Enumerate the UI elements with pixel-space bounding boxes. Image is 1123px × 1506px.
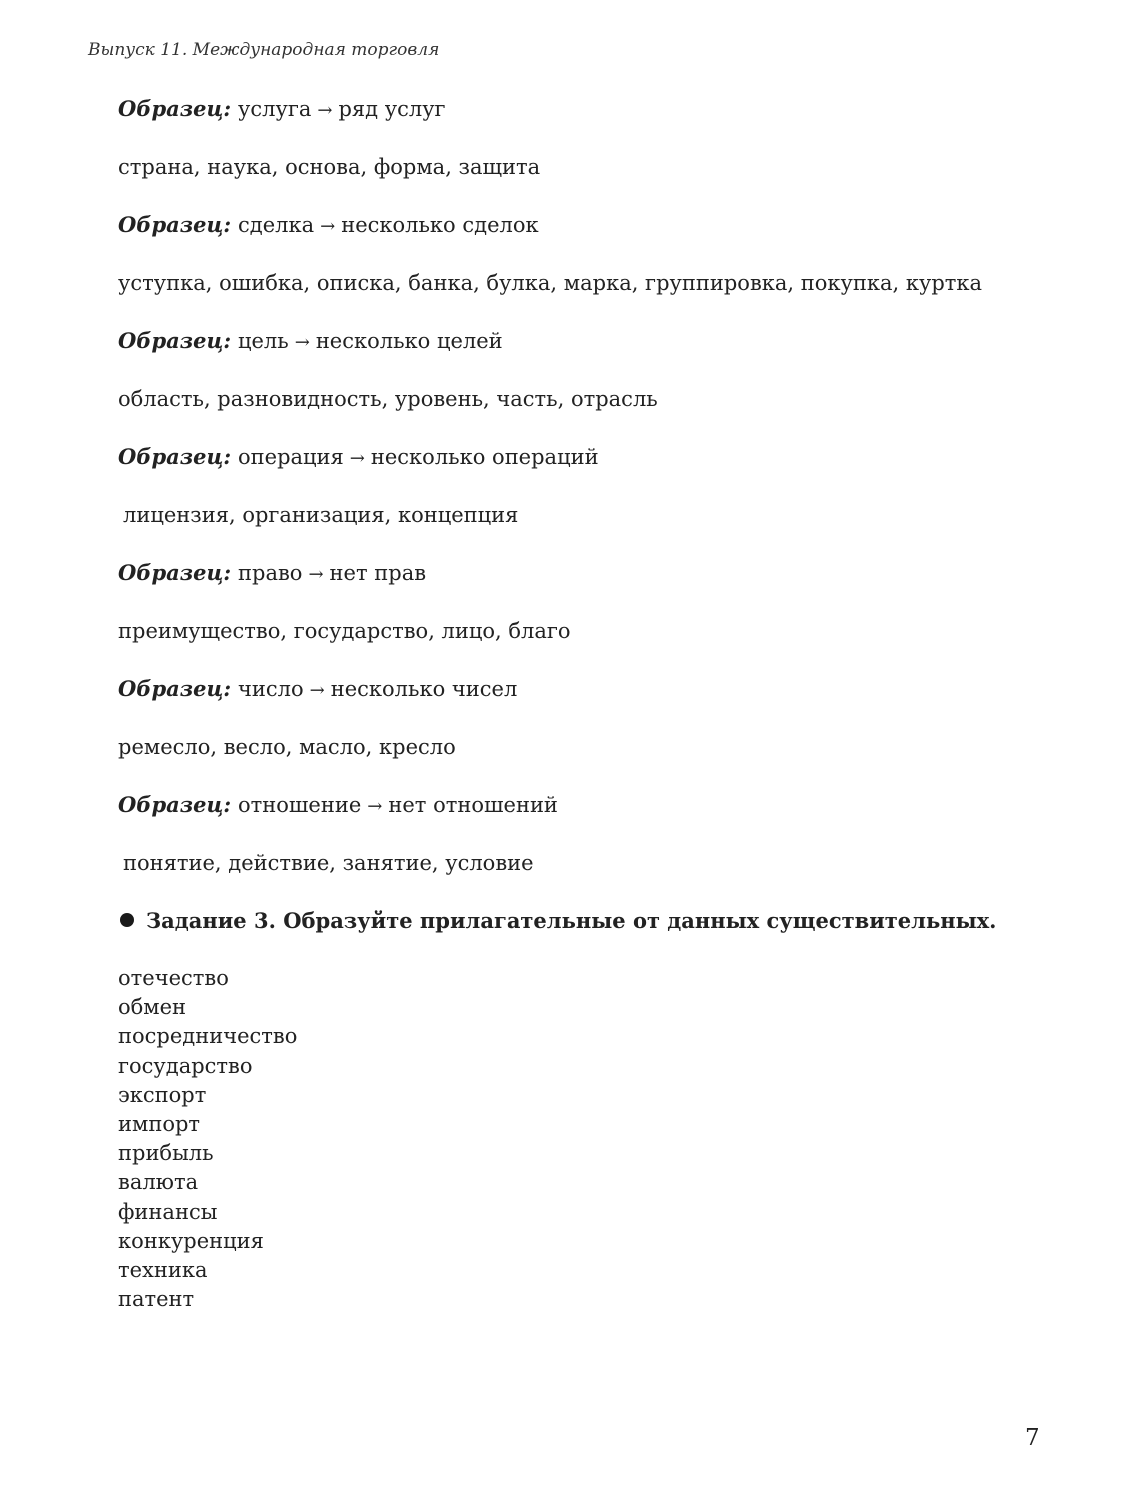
- word-list: уступка, ошибка, описка, банка, булка, марка, группировка, покупка, куртка: [118, 271, 983, 295]
- pattern-source: услуга: [238, 97, 312, 121]
- task-heading-text: Задание 3. Образуйте прилагательные от данных существительных.: [146, 908, 997, 933]
- exercise-block: [118, 442, 1078, 530]
- word-list: страна, наука, основа, форма, защита: [118, 155, 541, 179]
- pattern-line: [118, 442, 1078, 472]
- pattern-label: Образец:: [118, 676, 232, 701]
- arrow-icon: →: [317, 100, 333, 121]
- arrow-icon: →: [349, 448, 365, 469]
- word-list: ремесло, весло, масло, кресло: [118, 735, 456, 759]
- word-list: понятие, действие, занятие, условие: [123, 851, 534, 875]
- list-item: техника: [118, 1258, 208, 1283]
- list-item: конкуренция: [118, 1228, 264, 1253]
- word-list: лицензия, организация, концепция: [123, 503, 519, 527]
- pattern-line: [118, 790, 1078, 820]
- pattern-label: Образец:: [118, 792, 232, 817]
- pattern-label: Образец:: [118, 560, 232, 585]
- pattern-line: [118, 674, 1078, 704]
- pattern-source: право: [238, 561, 303, 585]
- arrow-icon: →: [367, 796, 383, 817]
- word-list: преимущество, государство, лицо, благо: [118, 619, 571, 643]
- list-item: патент: [118, 1287, 195, 1312]
- exercise-block: [118, 210, 1078, 298]
- list-item: прибыль: [118, 1141, 214, 1166]
- list-item: государство: [118, 1053, 253, 1078]
- pattern-line: [118, 94, 1078, 124]
- pattern-label: Образец:: [118, 96, 232, 121]
- exercise-block: [118, 94, 1078, 182]
- list-item: финансы: [118, 1199, 218, 1224]
- exercise-block: [118, 326, 1078, 414]
- pattern-line: [118, 210, 1078, 240]
- arrow-icon: →: [309, 680, 325, 701]
- pattern-label: Образец:: [118, 444, 232, 469]
- exercise-block: [118, 674, 1078, 762]
- arrow-icon: →: [320, 216, 336, 237]
- list-item: отечество: [118, 966, 229, 990]
- list-item: посредничество: [118, 1024, 298, 1049]
- pattern-result: несколько целей: [315, 329, 503, 353]
- arrow-icon: →: [294, 332, 310, 353]
- list-item: импорт: [118, 1112, 201, 1137]
- pattern-result: нет отношений: [388, 793, 558, 817]
- exercise-block: [118, 790, 1078, 878]
- pattern-result: несколько сделок: [341, 213, 539, 237]
- bullet-icon: [120, 913, 134, 927]
- page-content: [118, 94, 1078, 1314]
- pattern-label: Образец:: [118, 328, 232, 353]
- pattern-source: сделка: [238, 213, 315, 237]
- pattern-source: число: [238, 677, 304, 701]
- pattern-line: [118, 558, 1078, 588]
- pattern-result: нет прав: [329, 561, 427, 585]
- exercise-block: [118, 558, 1078, 646]
- pattern-line: [118, 326, 1078, 356]
- running-header: Выпуск 11. Международная торговля: [88, 40, 440, 60]
- page-number: 7: [1025, 1425, 1040, 1451]
- word-list: область, разновидность, уровень, часть, отрасль: [118, 387, 658, 411]
- pattern-source: операция: [238, 445, 344, 469]
- list-item: экспорт: [118, 1082, 207, 1107]
- pattern-source: отношение: [238, 793, 362, 817]
- task-heading: [118, 906, 1078, 936]
- pattern-source: цель: [238, 329, 289, 353]
- pattern-label: Образец:: [118, 212, 232, 237]
- list-item: обмен: [118, 995, 187, 1020]
- pattern-result: ряд услуг: [338, 97, 446, 121]
- arrow-icon: →: [308, 564, 324, 585]
- pattern-result: несколько чисел: [330, 677, 518, 701]
- noun-list: [118, 964, 1078, 1314]
- pattern-result: несколько операций: [370, 445, 599, 469]
- list-item: валюта: [118, 1170, 199, 1195]
